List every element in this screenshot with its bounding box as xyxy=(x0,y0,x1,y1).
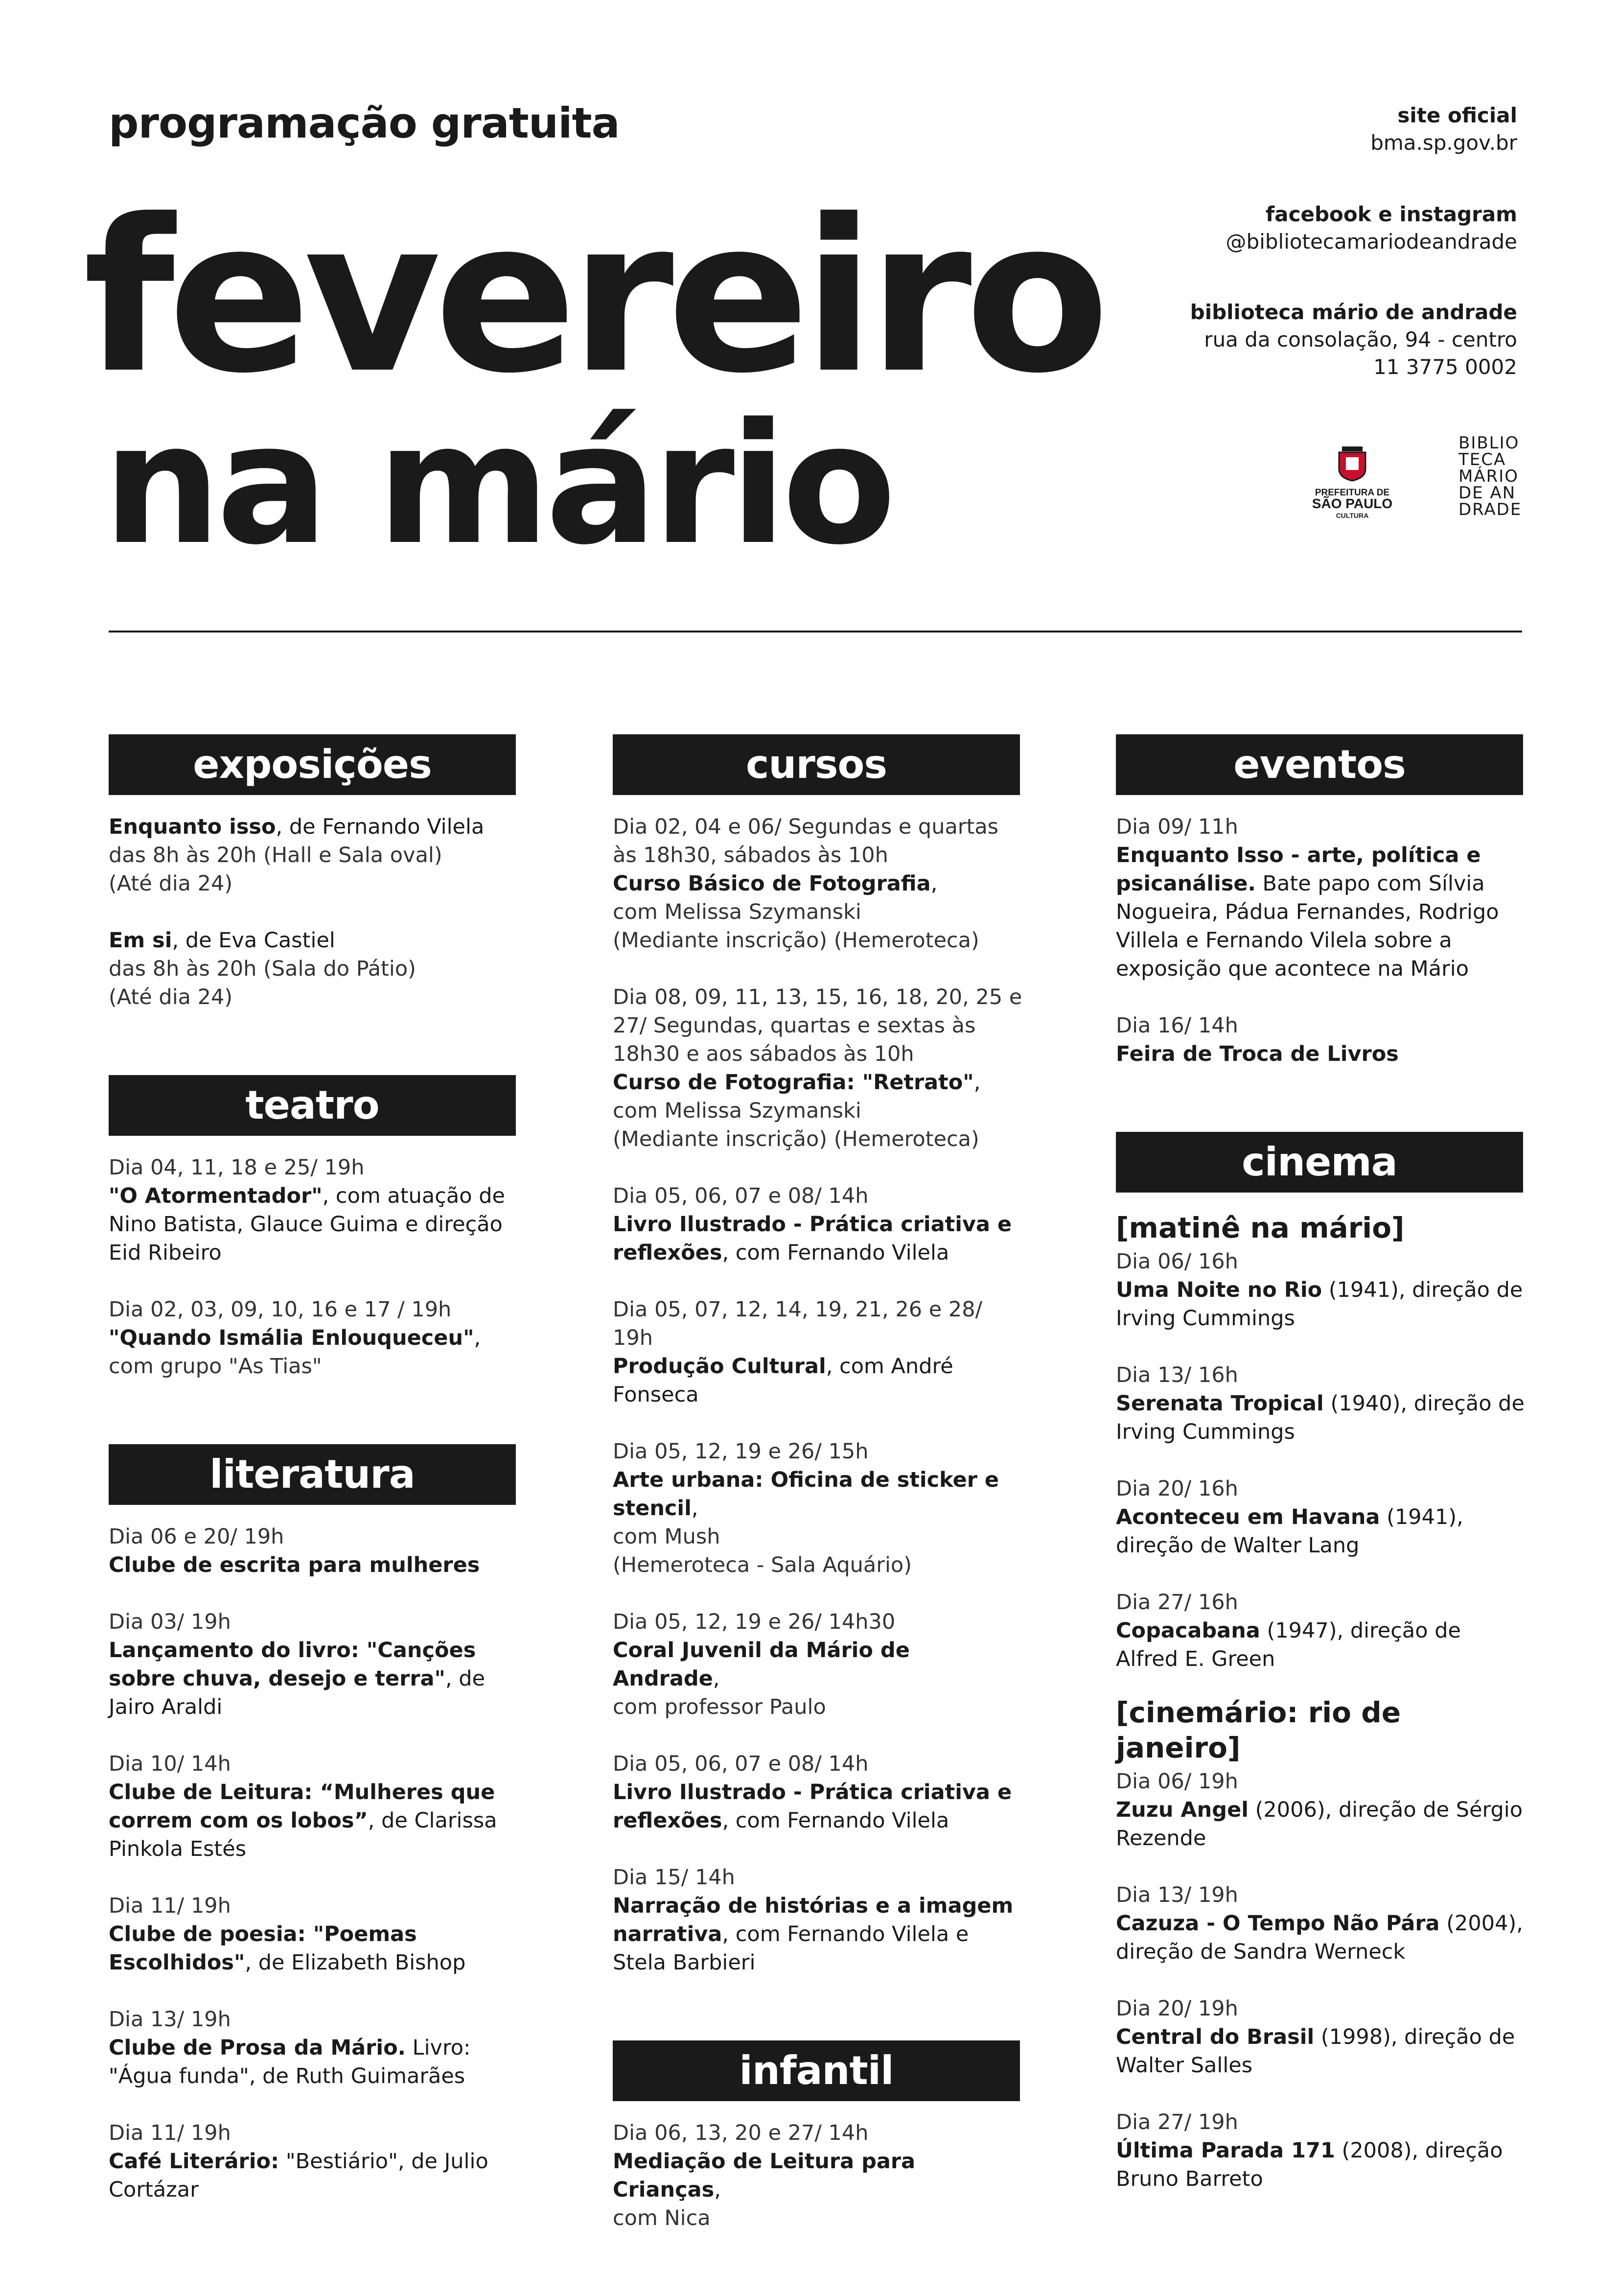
header-divider xyxy=(109,631,1522,633)
entry-description xyxy=(1116,1040,1527,1068)
entry-title: Em si xyxy=(109,928,172,953)
entry-details: , de Eva Castiel xyxy=(172,928,335,953)
entry-date: Dia 13/ 19h xyxy=(109,2007,231,2032)
entry-description xyxy=(1116,1389,1527,1446)
bma-line1: BIBLIO xyxy=(1458,434,1520,453)
entry-description xyxy=(613,2147,1024,2204)
column-2 xyxy=(613,734,1024,2296)
section-header: exposições xyxy=(109,734,516,795)
entry-description xyxy=(109,1920,520,1977)
entry-title: Produção Cultural xyxy=(613,1354,826,1379)
entry-details: , xyxy=(714,2178,721,2202)
entry-date: Dia 05, 06, 07 e 08/ 14h xyxy=(613,1752,869,1776)
entry-description xyxy=(109,926,520,955)
program-entry xyxy=(109,1750,520,1863)
entry-title: Clube de Prosa da Mário. xyxy=(109,2036,406,2060)
library-info xyxy=(1190,299,1517,381)
program-entry xyxy=(1116,813,1527,983)
entry-description xyxy=(109,813,520,841)
program-entry xyxy=(109,2005,520,2090)
entry-title: Livro Ilustrado - Prática criativa e reflexões xyxy=(613,1212,1012,1265)
library-phone: 11 3775 0002 xyxy=(1373,355,1517,379)
program-entry xyxy=(1116,1881,1527,1966)
library-name: biblioteca mário de andrade xyxy=(1190,300,1517,324)
prefeitura-line3: CULTURA xyxy=(1336,512,1369,519)
entry-description xyxy=(1116,1276,1527,1333)
program-entry xyxy=(109,1295,520,1381)
entry-description xyxy=(613,869,1024,898)
entry-title: Uma Noite no Rio xyxy=(1116,1278,1322,1302)
entry-description xyxy=(109,1551,520,1579)
entry-details: , de Elizabeth Bishop xyxy=(245,1950,466,1975)
entry-title: Zuzu Angel xyxy=(1116,1798,1249,1822)
section-header: literatura xyxy=(109,1444,516,1505)
program-entry xyxy=(109,813,520,898)
cinema-series xyxy=(1116,1695,1527,2193)
entry-details: , com Fernando Vilela e Stela Barbieri xyxy=(613,1922,969,1975)
entry-description xyxy=(1116,2023,1527,2080)
section-header: eventos xyxy=(1116,734,1523,795)
entry-description xyxy=(1116,1796,1527,1852)
entry-date: Dia 20/ 16h xyxy=(1116,1476,1238,1501)
program-entry xyxy=(1116,1767,1527,1852)
column-3 xyxy=(1116,734,1527,2257)
entry-date: Dia 13/ 16h xyxy=(1116,1363,1238,1387)
program-entry xyxy=(613,1437,1024,1579)
entry-details: , com Fernando Vilela xyxy=(722,1808,949,1833)
entry-title: Curso Básico de Fotografia xyxy=(613,871,931,896)
column-1 xyxy=(109,734,520,2268)
entry-title: "Quando Ismália Enlouqueceu" xyxy=(109,1326,474,1350)
entry-extra-line: com professor Paulo xyxy=(613,1695,826,1719)
entry-title: Livro Ilustrado - Prática criativa e reflexões xyxy=(613,1780,1012,1833)
entry-title: Aconteceu em Havana xyxy=(1116,1505,1380,1529)
entry-title: Serenata Tropical xyxy=(1116,1391,1324,1416)
series-title: [cinemário: rio de janeiro] xyxy=(1116,1696,1401,1764)
site-label: site oficial xyxy=(1397,103,1517,127)
entry-details: (1947), direção de Alfred E. Green xyxy=(1116,1618,1461,1671)
entry-details: , de Jairo Araldi xyxy=(109,1666,486,1719)
program-entry xyxy=(1116,1361,1527,1446)
program-entry xyxy=(1116,1994,1527,2080)
entry-extra-line: das 8h às 20h (Hall e Sala oval) xyxy=(109,843,442,867)
entry-details: (2006), direção de Sérgio Rezende xyxy=(1116,1798,1523,1851)
entry-date: Dia 16/ 14h xyxy=(1116,1013,1238,1038)
entry-extra-line: com Nica xyxy=(613,2206,711,2230)
section-header: infantil xyxy=(613,2040,1020,2101)
entry-title: Coral Juvenil da Mário de Andrade xyxy=(613,1638,910,1691)
entry-description xyxy=(109,2034,520,2090)
entry-title: Narração de histórias e a imagem narrativa xyxy=(613,1894,1014,1946)
entry-details: "Bestiário", de Julio Cortázar xyxy=(109,2149,488,2202)
section-eventos xyxy=(1116,734,1527,1068)
entry-description xyxy=(1116,1503,1527,1560)
entry-details: , de Clarissa Pinkola Estés xyxy=(109,1808,497,1861)
entry-details: (1941), direção de Irving Cummings xyxy=(1116,1278,1523,1331)
entry-details: (1998), direção de Walter Salles xyxy=(1116,2025,1515,2078)
series-title: [matinê na mário] xyxy=(1116,1211,1405,1244)
entry-date: Dia 02, 03, 09, 10, 16 e 17 / 19h xyxy=(109,1297,452,1322)
entry-title: "O Atormentador" xyxy=(109,1184,323,1208)
section-header: cursos xyxy=(613,734,1020,795)
program-entry xyxy=(109,1523,520,1579)
entry-date: Dia 06, 13, 20 e 27/ 14h xyxy=(613,2121,869,2145)
entry-date: Dia 06 e 20/ 19h xyxy=(109,1524,284,1549)
entry-extra-line: (Até dia 24) xyxy=(109,985,233,1009)
entry-title: Central do Brasil xyxy=(1116,2025,1315,2049)
entry-title: Enquanto Isso - arte, política e psicanálise. xyxy=(1116,843,1481,896)
entry-title: Clube de escrita para mulheres xyxy=(109,1553,480,1577)
entry-description xyxy=(613,1352,1024,1409)
social-info xyxy=(1226,201,1517,256)
entry-date: Dia 27/ 19h xyxy=(1116,2110,1238,2134)
entry-title: Lançamento do livro: "Canções sobre chuva, desejo e terra" xyxy=(109,1638,476,1691)
entry-description xyxy=(1116,841,1527,983)
entry-title: Enquanto isso xyxy=(109,815,276,839)
entry-extra-line: (Mediante inscrição) (Hemeroteca) xyxy=(613,1127,979,1151)
program-entry xyxy=(613,2119,1024,2232)
tagline: programação gratuita xyxy=(109,99,620,148)
entry-extra-line: das 8h às 20h (Sala do Pátio) xyxy=(109,957,416,981)
section-literatura xyxy=(109,1444,520,2204)
entry-description xyxy=(109,1778,520,1863)
section-cinema xyxy=(1116,1132,1527,2193)
section-teatro xyxy=(109,1075,520,1381)
bma-line3: MÁRIO xyxy=(1458,467,1519,486)
entry-date: Dia 10/ 14h xyxy=(109,1752,231,1776)
social-label: facebook e instagram xyxy=(1265,202,1517,226)
program-entry xyxy=(109,1153,520,1267)
entry-description xyxy=(1116,2136,1527,2193)
program-entry xyxy=(613,983,1024,1153)
bma-line4: DE AN xyxy=(1458,483,1516,503)
entry-details: Livro: "Água funda", de Ruth Guimarães xyxy=(109,2036,471,2088)
entry-date: Dia 06/ 16h xyxy=(1116,1249,1238,1274)
entry-date: Dia 11/ 19h xyxy=(109,2121,231,2145)
entry-details: , xyxy=(713,1666,720,1691)
program-entry xyxy=(613,1863,1024,1977)
section-header: teatro xyxy=(109,1075,516,1136)
title-fevereiro: fevereiro xyxy=(83,175,1103,420)
entry-extra-line: (Até dia 24) xyxy=(109,871,233,896)
entry-details: , xyxy=(973,1070,981,1095)
program-entry xyxy=(1116,1011,1527,1068)
program-entry xyxy=(1116,1475,1527,1560)
prefeitura-line1: PREFEITURA DE xyxy=(1315,488,1390,498)
entry-details: , com André Fonseca xyxy=(613,1354,953,1407)
program-entry xyxy=(613,1295,1024,1409)
entry-title: Mediação de Leitura para Crianças xyxy=(613,2149,916,2202)
entry-extra-line: (Mediante inscrição) (Hemeroteca) xyxy=(613,928,979,953)
entry-title: Clube de poesia: "Poemas Escolhidos" xyxy=(109,1922,417,1975)
program-entry xyxy=(109,1892,520,1977)
entry-title: Feira de Troca de Livros xyxy=(1116,1042,1399,1066)
program-entry xyxy=(109,1608,520,1721)
program-entry xyxy=(1116,2108,1527,2193)
prefeitura-sao-paulo-logo xyxy=(1305,445,1400,523)
entry-description xyxy=(109,1636,520,1721)
bma-line2: TECA xyxy=(1458,450,1506,469)
bma-line5: DRADE xyxy=(1458,500,1522,519)
entry-extra-line: com Melissa Szymanski xyxy=(613,1099,861,1123)
entry-extra-line: (Hemeroteca - Sala Aquário) xyxy=(613,1553,912,1577)
entry-date: Dia 15/ 14h xyxy=(613,1865,735,1890)
program-entry xyxy=(613,1608,1024,1721)
entry-date: Dia 05, 12, 19 e 26/ 14h30 xyxy=(613,1610,896,1634)
entry-extra-line: com Mush xyxy=(613,1524,720,1549)
cinema-series xyxy=(1116,1210,1527,1673)
site-info xyxy=(1370,102,1517,157)
section-exposicoes xyxy=(109,734,520,1011)
entry-description xyxy=(1116,1909,1527,1966)
entry-description xyxy=(613,1466,1024,1523)
entry-description xyxy=(109,2147,520,2204)
library-address: rua da consolação, 94 - centro xyxy=(1204,328,1517,351)
entry-date: Dia 04, 11, 18 e 25/ 19h xyxy=(109,1155,365,1180)
entry-details: (2008), direção Bruno Barreto xyxy=(1116,2138,1503,2191)
entry-title: Cazuza - O Tempo Não Pára xyxy=(1116,1911,1440,1936)
entry-date: Dia 05, 07, 12, 14, 19, 21, 26 e 28/ 19h xyxy=(613,1297,983,1350)
social-handle[interactable]: @bibliotecamariodeandrade xyxy=(1226,230,1517,254)
entry-date: Dia 02, 04 e 06/ Segundas e quartas às 18h30, sábados às 10h xyxy=(613,815,999,867)
biblioteca-mario-logo xyxy=(1458,434,1525,520)
entry-title: Última Parada 171 xyxy=(1116,2138,1335,2163)
entry-description xyxy=(1116,1617,1527,1673)
entry-date: Dia 06/ 19h xyxy=(1116,1769,1238,1794)
entry-extra-line: com Melissa Szymanski xyxy=(613,900,861,924)
entry-description xyxy=(613,1068,1024,1097)
entry-description xyxy=(613,1636,1024,1693)
entry-date: Dia 05, 12, 19 e 26/ 15h xyxy=(613,1439,869,1464)
section-cursos xyxy=(613,734,1024,1977)
entry-extra-line: com grupo "As Tias" xyxy=(109,1354,322,1379)
entry-details: , de Fernando Vilela xyxy=(276,815,485,839)
section-infantil xyxy=(613,2040,1024,2232)
entry-title: Arte urbana: Oficina de sticker e stencil xyxy=(613,1468,999,1521)
entry-details: , xyxy=(474,1326,481,1350)
program-entry xyxy=(109,2119,520,2204)
entry-details: (1940), direção de Irving Cummings xyxy=(1116,1391,1525,1444)
entry-description xyxy=(109,1182,520,1267)
entry-date: Dia 13/ 19h xyxy=(1116,1883,1238,1907)
program-entry xyxy=(613,1750,1024,1835)
entry-details: , com atuação de Nino Batista, Glauce Guima e direção Eid Ribeiro xyxy=(109,1184,505,1265)
entry-date: Dia 03/ 19h xyxy=(109,1610,231,1634)
entry-details: , xyxy=(691,1496,698,1521)
entry-details: (2004), direção de Sandra Werneck xyxy=(1116,1911,1523,1964)
entry-title: Café Literário: xyxy=(109,2149,279,2174)
entry-date: Dia 11/ 19h xyxy=(109,1894,231,1918)
section-header: cinema xyxy=(1116,1132,1523,1193)
entry-date: Dia 20/ 19h xyxy=(1116,1996,1238,2021)
program-entry xyxy=(1116,1247,1527,1333)
entry-details: , xyxy=(930,871,938,896)
program-entry xyxy=(613,813,1024,955)
program-entry xyxy=(613,1182,1024,1267)
site-url[interactable]: bma.sp.gov.br xyxy=(1370,131,1517,155)
entry-description xyxy=(613,1210,1024,1267)
entry-title: Copacabana xyxy=(1116,1618,1260,1643)
entry-description xyxy=(613,1778,1024,1835)
title-na-mario: na mário xyxy=(103,388,892,582)
entry-date: Dia 27/ 16h xyxy=(1116,1590,1238,1615)
entry-details: Bate papo com Sílvia Nogueira, Pádua Fernandes, Rodrigo Villela e Fernando Vilela sobre a exposição que acontece na Mário xyxy=(1116,871,1499,981)
program-entry xyxy=(1116,1588,1527,1673)
entry-title: Clube de Leitura: “Mulheres que correm com os lobos” xyxy=(109,1780,495,1833)
entry-details: (1941), direção de Walter Lang xyxy=(1116,1505,1463,1558)
entry-date: Dia 08, 09, 11, 13, 15, 16, 18, 20, 25 e 27/ Segundas, quartas e sextas às 18h30 e aos sábados às 10h xyxy=(613,985,1022,1066)
entry-date: Dia 09/ 11h xyxy=(1116,815,1238,839)
prefeitura-line2: SÃO PAULO xyxy=(1312,496,1393,511)
entry-description xyxy=(109,1324,520,1352)
program-entry xyxy=(109,926,520,1011)
entry-date: Dia 05, 06, 07 e 08/ 14h xyxy=(613,1184,869,1208)
entry-description xyxy=(613,1892,1024,1977)
entry-title: Curso de Fotografia: "Retrato" xyxy=(613,1070,974,1095)
entry-details: , com Fernando Vilela xyxy=(722,1241,949,1265)
